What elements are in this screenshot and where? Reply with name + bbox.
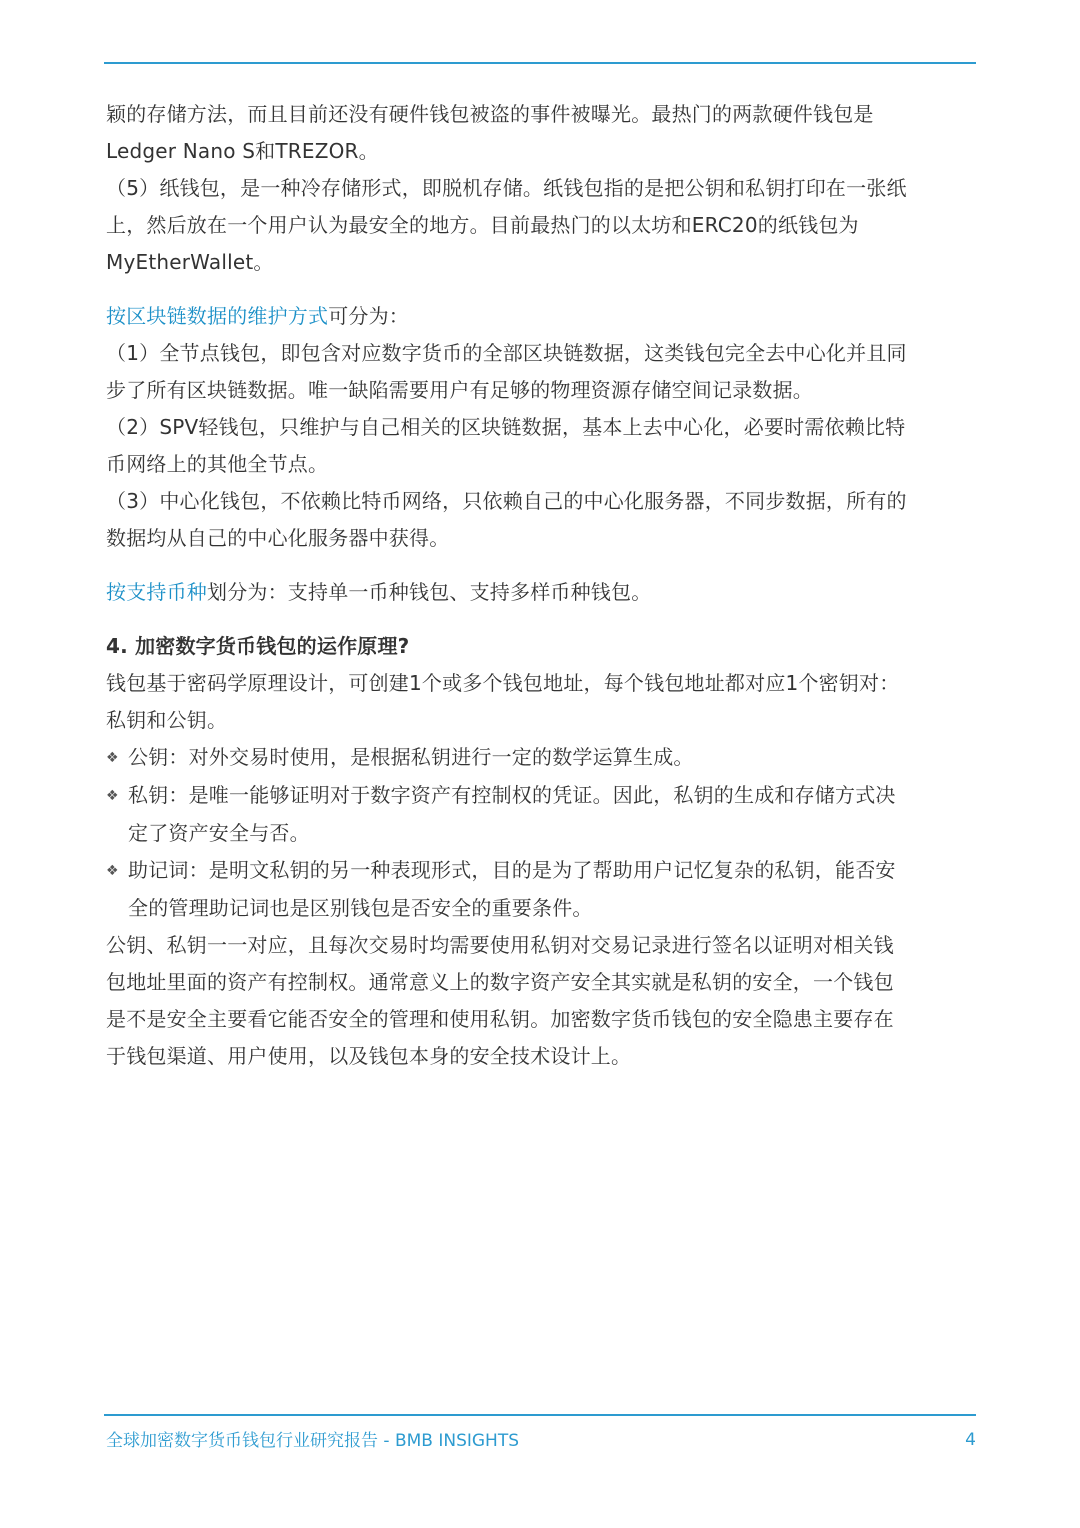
text-line: （5）纸钱包，是一种冷存储形式，即脱机存储。纸钱包指的是把公钥和私钥打印在一张纸 [106, 176, 907, 200]
page-number: 4 [965, 1430, 976, 1450]
text-line: 是不是安全主要看它能否安全的管理和使用私钥。加密数字货币钱包的安全隐患主要存在 [106, 1007, 894, 1031]
bullet-text: 私钥：是唯一能够证明对于数字资产有控制权的凭证。因此，私钥的生成和存储方式决 [128, 783, 896, 807]
text-line [106, 852, 972, 890]
text-line: 公钥、私钥一一对应，且每次交易时均需要使用私钥对交易记录进行签名以证明对相关钱 [106, 933, 894, 957]
text-line: 数据均从自己的中心化服务器中获得。 [106, 526, 450, 550]
text-line: （2）SPV轻钱包，只维护与自己相关的区块链数据，基本上去中心化，必要时需依赖比特 [106, 415, 906, 439]
text-line [106, 739, 972, 777]
text-line: 币网络上的其他全节点。 [106, 452, 329, 476]
paragraph-paper-wallet [106, 170, 972, 281]
bullet-text: 助记词：是明文私钥的另一种表现形式，目的是为了帮助用户记忆复杂的私钥，能否安 [128, 858, 896, 882]
text-line: 颖的存储方法，而且目前还没有硬件钱包被盗的事件被曝光。最热门的两款硬件钱包是 [106, 102, 874, 126]
text-line: 于钱包渠道、用户使用，以及钱包本身的安全技术设计上。 [106, 1044, 632, 1068]
text-line: （1）全节点钱包，即包含对应数字货币的全部区块链数据，这类钱包完全去中心化并且同 [106, 341, 907, 365]
list-item-mnemonic [106, 852, 972, 927]
currency-classification [106, 574, 972, 611]
text-line: 私钥和公钥。 [106, 708, 228, 732]
text-line: Ledger Nano S和TREZOR。 [106, 139, 379, 163]
text-line: MyEtherWallet。 [106, 250, 274, 274]
diamond-bullet-icon: ❖ [106, 788, 119, 804]
currency-accent-text: 按支持币种 [106, 580, 207, 604]
bullet-text: 公钥：对外交易时使用，是根据私钥进行一定的数学运算生成。 [128, 745, 694, 769]
paragraph-hardware-wallet-end [106, 96, 972, 170]
diamond-bullet-icon: ❖ [106, 750, 119, 766]
footer-title: 全球加密数字货币钱包行业研究报告 - BMB INSIGHTS [106, 1431, 520, 1451]
bullet-list [106, 739, 972, 927]
list-item-public-key [106, 739, 972, 777]
currency-rest-text: 划分为：支持单一币种钱包、支持多样币种钱包。 [207, 580, 652, 604]
text-line: 定了资产安全与否。 [128, 821, 310, 845]
text-line: 包地址里面的资产有控制权。通常意义上的数字资产安全其实就是私钥的安全，一个钱包 [106, 970, 894, 994]
header-rule [104, 62, 976, 64]
paragraph-closing [106, 927, 972, 1075]
section-4-title: 4. 加密数字货币钱包的运作原理? [106, 634, 410, 658]
list-item-private-key [106, 777, 972, 852]
text-line: 步了所有区块链数据。唯一缺陷需要用户有足够的物理资源存储空间记录数据。 [106, 378, 813, 402]
text-line [106, 777, 972, 815]
text-line: 上，然后放在一个用户认为最安全的地方。目前最热门的以太坊和ERC20的纸钱包为 [106, 213, 859, 237]
paragraph-spv [106, 409, 972, 483]
maintenance-rest-text: 可分为： [328, 304, 410, 328]
text-line: 钱包基于密码学原理设计，可创建1个或多个钱包地址，每个钱包地址都对应1个密钥对： [106, 671, 900, 695]
diamond-bullet-icon: ❖ [106, 863, 119, 879]
maintenance-accent-text: 按区块链数据的维护方式 [106, 304, 329, 328]
maintenance-classification-heading [106, 298, 972, 335]
section-4-intro [106, 665, 972, 739]
text-line: （3）中心化钱包，不依赖比特币网络，只依赖自己的中心化服务器，不同步数据，所有的 [106, 489, 907, 513]
paragraph-full-node [106, 335, 972, 409]
paragraph-centralized [106, 483, 972, 557]
document-body [106, 96, 972, 1075]
text-line: 全的管理助记词也是区别钱包是否安全的重要条件。 [128, 896, 593, 920]
footer-rule [104, 1414, 976, 1416]
